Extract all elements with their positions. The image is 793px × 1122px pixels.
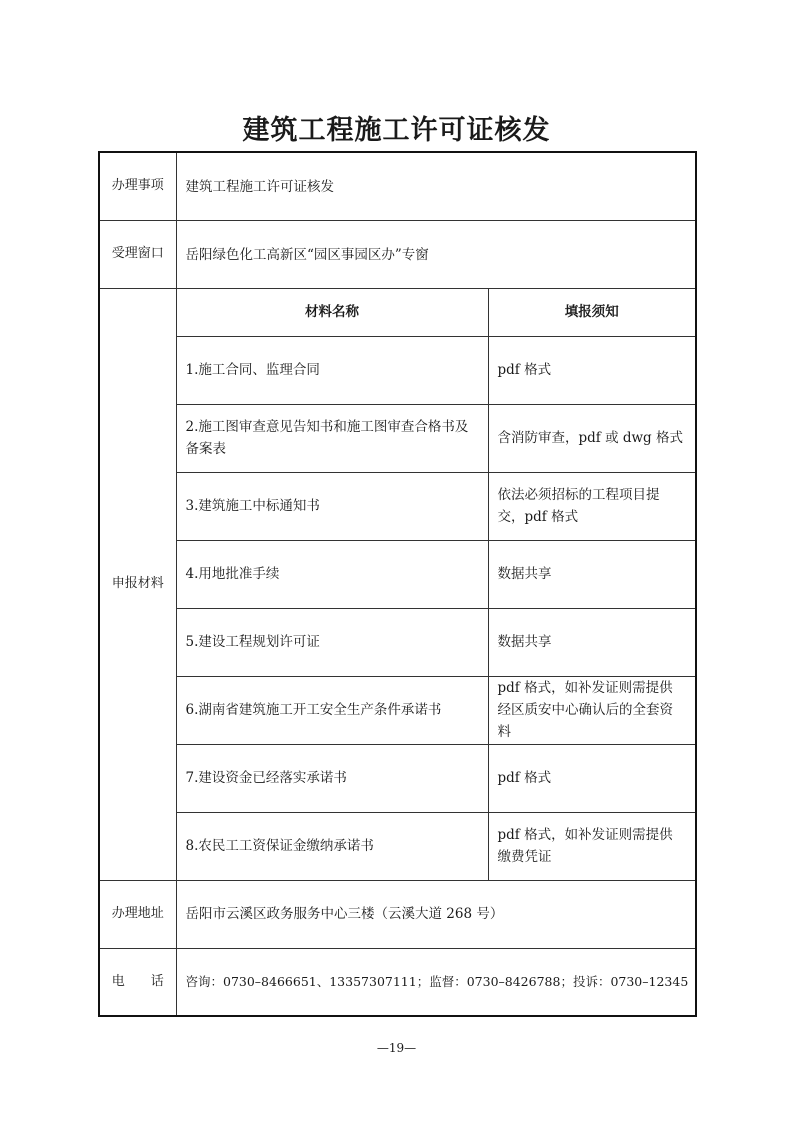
material-name: 3.建筑施工中标通知书 bbox=[176, 472, 488, 540]
material-name: 4.用地批准手续 bbox=[176, 540, 488, 608]
material-name: 1.施工合同、监理合同 bbox=[176, 336, 488, 404]
value-address: 岳阳市云溪区政务服务中心三楼（云溪大道 268 号） bbox=[176, 880, 696, 948]
material-note: pdf 格式 bbox=[488, 336, 696, 404]
label-window: 受理窗口 bbox=[99, 220, 176, 288]
material-name: 8.农民工工资保证金缴纳承诺书 bbox=[176, 812, 488, 880]
material-note: pdf 格式，如补发证则需提供经区质安中心确认后的全套资料 bbox=[488, 676, 696, 744]
material-note: 数据共享 bbox=[488, 608, 696, 676]
material-row bbox=[99, 540, 696, 608]
page-title: 建筑工程施工许可证核发 bbox=[242, 115, 551, 146]
material-row bbox=[99, 608, 696, 676]
material-name: 6.湖南省建筑施工开工安全生产条件承诺书 bbox=[176, 676, 488, 744]
row-window bbox=[99, 220, 696, 288]
label-address: 办理地址 bbox=[99, 880, 176, 948]
material-note: 数据共享 bbox=[488, 540, 696, 608]
label-item: 办理事项 bbox=[99, 152, 176, 220]
material-note: pdf 格式 bbox=[488, 744, 696, 812]
value-window: 岳阳绿色化工高新区“园区事园区办”专窗 bbox=[176, 220, 696, 288]
col-material-note: 填报须知 bbox=[488, 288, 696, 336]
page-number: —19— bbox=[376, 1041, 417, 1055]
row-phone bbox=[99, 948, 696, 1016]
material-row bbox=[99, 404, 696, 472]
value-item: 建筑工程施工许可证核发 bbox=[176, 152, 696, 220]
material-name: 7.建设资金已经落实承诺书 bbox=[176, 744, 488, 812]
material-row bbox=[99, 472, 696, 540]
info-table bbox=[98, 151, 697, 1017]
material-name: 2.施工图审查意见告知书和施工图审查合格书及备案表 bbox=[176, 404, 488, 472]
material-row bbox=[99, 744, 696, 812]
materials-header-row bbox=[99, 288, 696, 336]
material-row bbox=[99, 676, 696, 744]
col-material-name: 材料名称 bbox=[176, 288, 488, 336]
row-address bbox=[99, 880, 696, 948]
row-item bbox=[99, 152, 696, 220]
label-phone: 电 话 bbox=[99, 948, 176, 1016]
material-note: 依法必须招标的工程项目提交，pdf 格式 bbox=[488, 472, 696, 540]
value-phone: 咨询：0730–8466651、13357307111；监督：0730–8426788；投诉：0730–12345 bbox=[176, 948, 696, 1016]
material-note: pdf 格式，如补发证则需提供缴费凭证 bbox=[488, 812, 696, 880]
material-row bbox=[99, 336, 696, 404]
material-row bbox=[99, 812, 696, 880]
material-name: 5.建设工程规划许可证 bbox=[176, 608, 488, 676]
label-materials: 申报材料 bbox=[99, 288, 176, 880]
material-note: 含消防审查，pdf 或 dwg 格式 bbox=[488, 404, 696, 472]
